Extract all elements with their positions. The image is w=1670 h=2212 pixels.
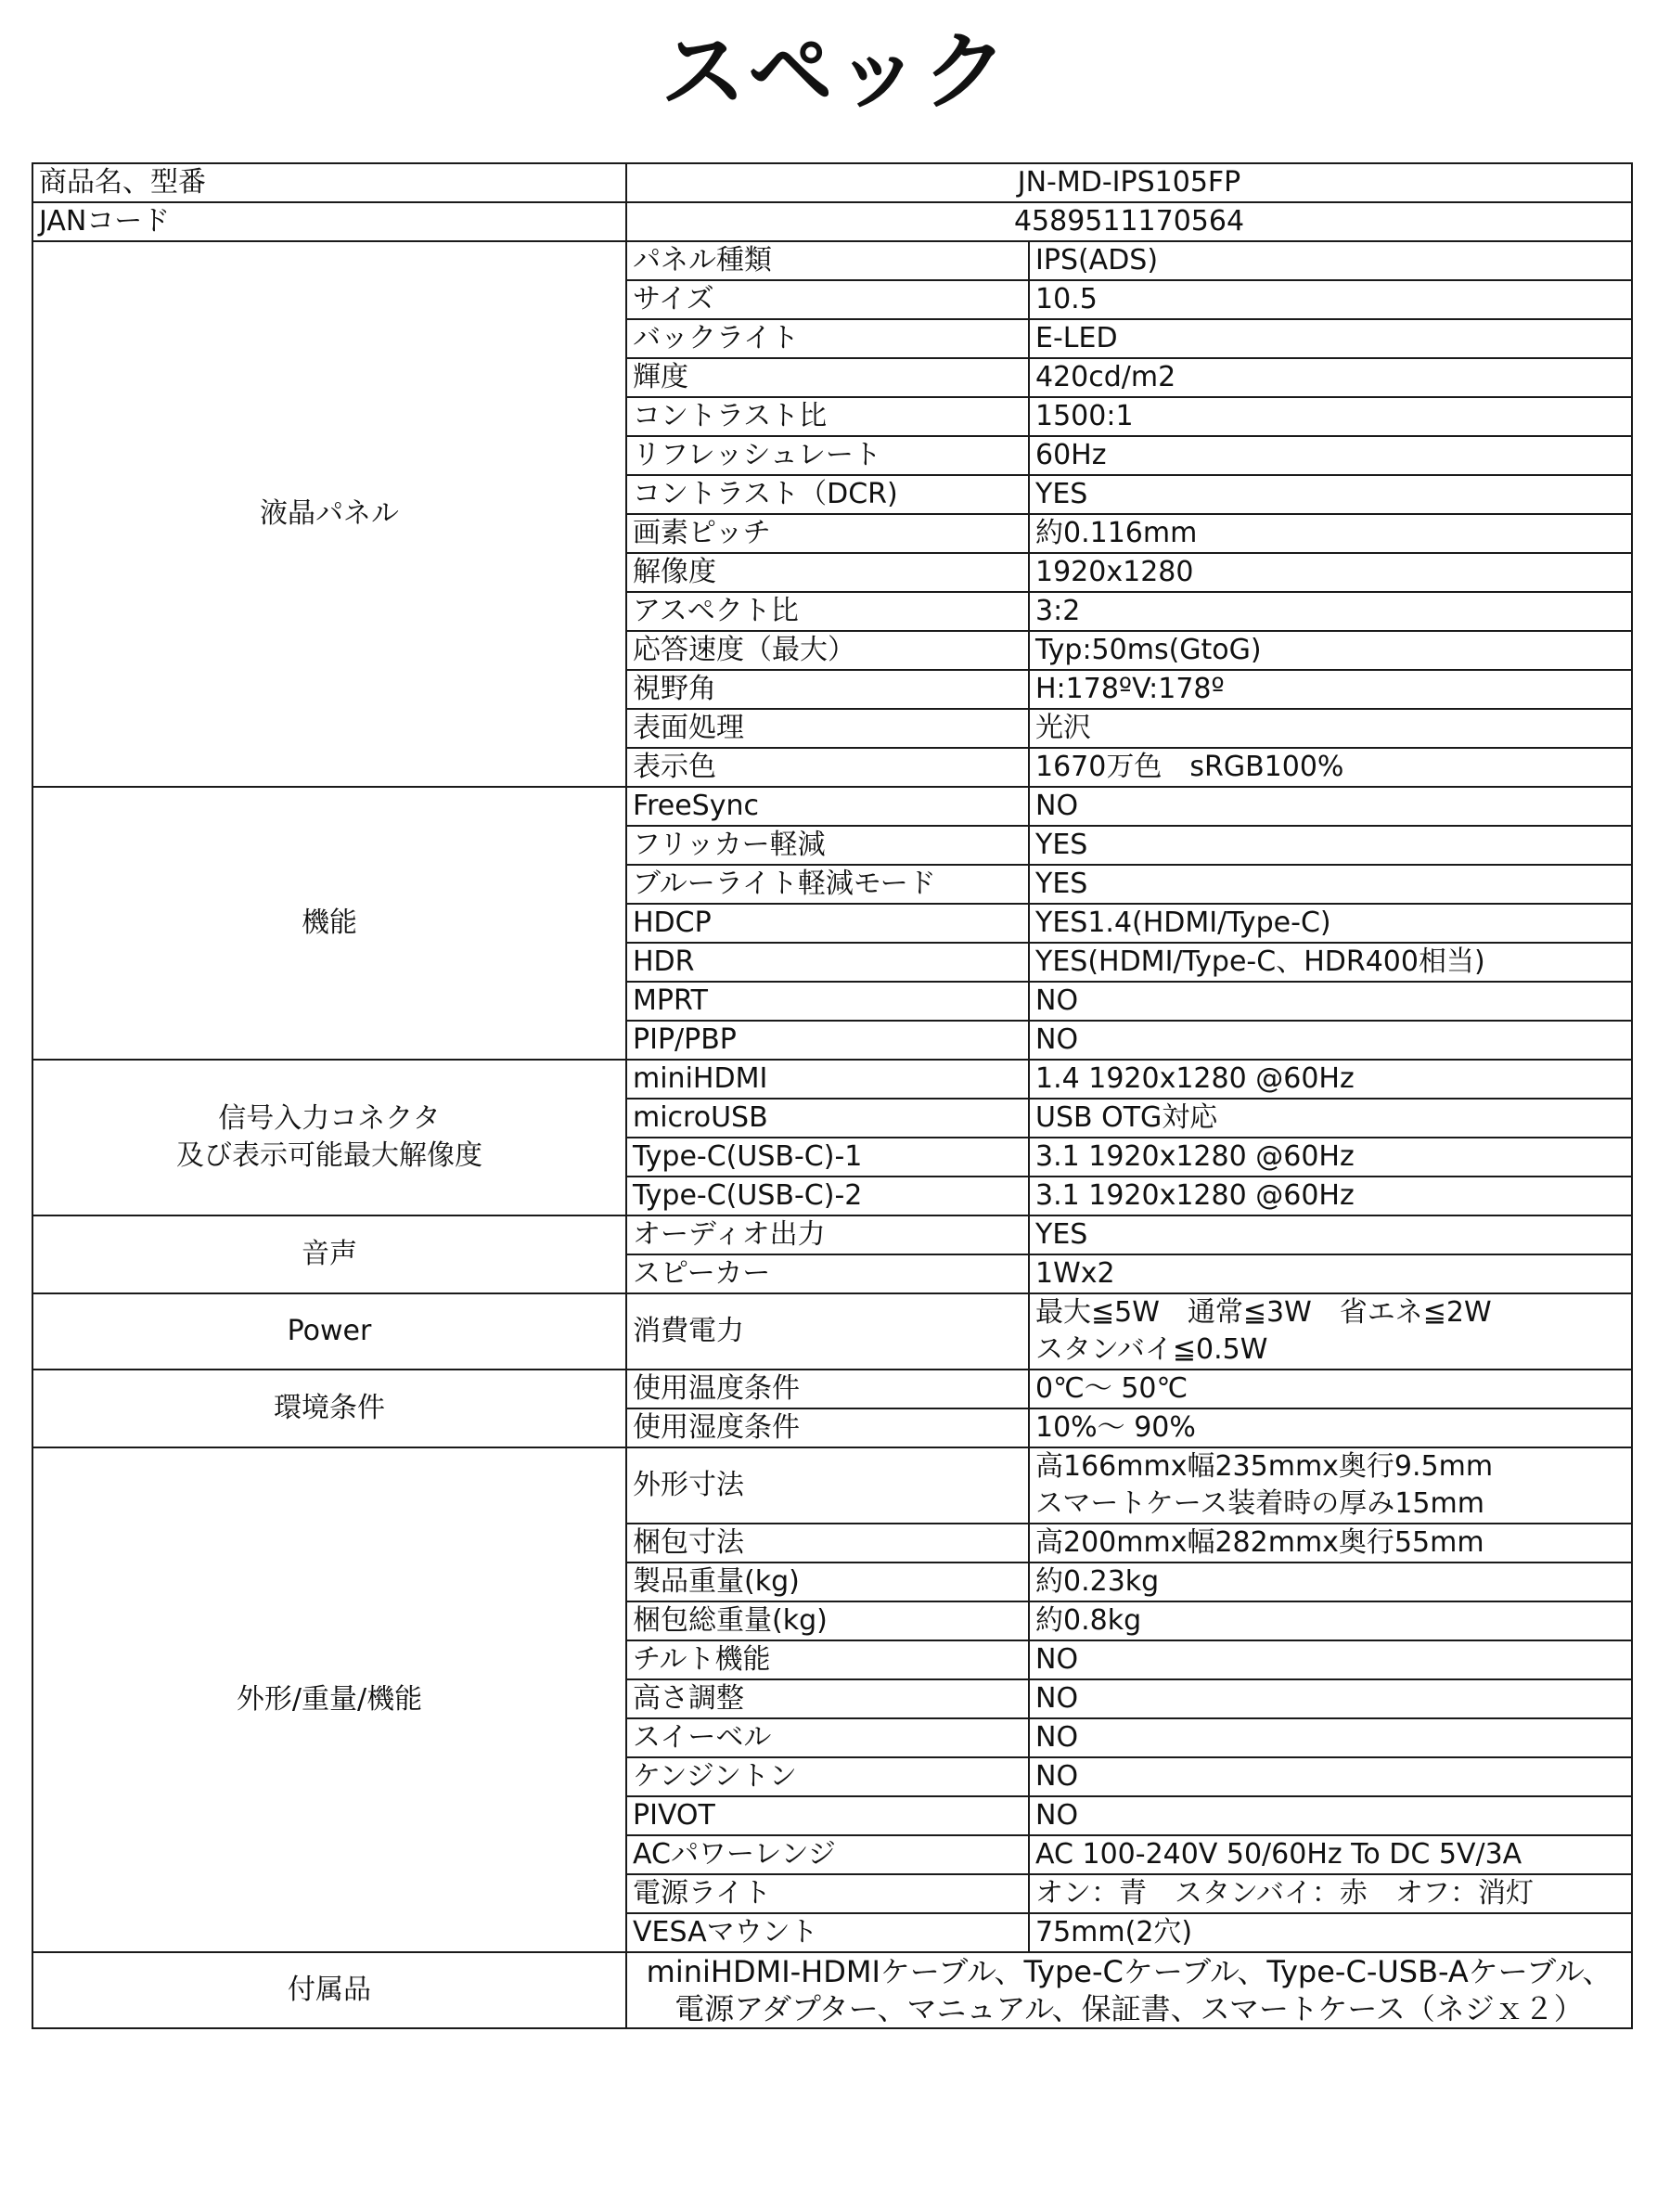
section-panel: 液晶パネル [32, 241, 626, 787]
section-environment: 環境条件 [32, 1370, 626, 1447]
spec-value: H:178ºV:178º [1029, 670, 1632, 709]
spec-value: NO [1029, 1718, 1632, 1757]
section-audio: 音声 [32, 1215, 626, 1293]
spec-label: ケンジントン [626, 1757, 1029, 1796]
spec-value: 約0.23kg [1029, 1563, 1632, 1601]
spec-value: 3:2 [1029, 592, 1632, 631]
accessories-list [626, 1952, 1632, 2028]
spec-value: YES(HDMI/Type-C、HDR400相当) [1029, 943, 1632, 982]
accessories-line: 電源アダプター、マニュアル、保証書、スマートケース（ネジｘ２） [674, 1991, 1584, 2026]
section-power: Power [32, 1293, 626, 1370]
spec-label: MPRT [626, 982, 1029, 1021]
spec-value: 420cd/m2 [1029, 358, 1632, 397]
spec-value: NO [1029, 1757, 1632, 1796]
spec-value: 光沢 [1029, 709, 1632, 748]
table-row [32, 1952, 1632, 2028]
spec-label: PIP/PBP [626, 1021, 1029, 1060]
spec-label: Type-C(USB-C)-2 [626, 1177, 1029, 1215]
spec-value: USB OTG対応 [1029, 1099, 1632, 1138]
spec-label: パネル種類 [626, 241, 1029, 280]
spec-value: 1670万色 sRGB100% [1029, 748, 1632, 787]
table-row [32, 163, 1632, 202]
spec-value [1029, 1447, 1632, 1524]
spec-value: 1.4 1920x1280 @60Hz [1029, 1060, 1632, 1099]
spec-label: スイーベル [626, 1718, 1029, 1757]
header-label: JANコード [32, 202, 626, 241]
spec-label: HDR [626, 943, 1029, 982]
section-accessories: 付属品 [32, 1952, 626, 2028]
jan-code: 4589511170564 [626, 202, 1632, 241]
spec-label: チルト機能 [626, 1640, 1029, 1679]
table-row [32, 1060, 1632, 1099]
spec-value: E-LED [1029, 319, 1632, 358]
model-number: JN-MD-IPS105FP [626, 163, 1632, 202]
table-row [32, 787, 1632, 826]
spec-value: YES [1029, 475, 1632, 514]
spec-value: 10.5 [1029, 280, 1632, 319]
spec-value: 1Wx2 [1029, 1254, 1632, 1293]
header-label: 商品名、型番 [32, 163, 626, 202]
value-line: スマートケース装着時の厚み15mm [1035, 1487, 1484, 1520]
spec-label: 視野角 [626, 670, 1029, 709]
section-connectors [32, 1060, 626, 1215]
spec-label: 梱包寸法 [626, 1524, 1029, 1563]
spec-value [1029, 1293, 1632, 1370]
spec-value: YES [1029, 865, 1632, 904]
spec-label: 表示色 [626, 748, 1029, 787]
spec-value: 1500:1 [1029, 397, 1632, 436]
spec-label: リフレッシュレート [626, 436, 1029, 475]
spec-label: PIVOT [626, 1796, 1029, 1835]
accessories-line: miniHDMI-HDMIケーブル、Type-Cケーブル、Type-C-USB-Aケーブル、 [646, 1954, 1612, 1989]
section-name-line: 信号入力コネクタ [218, 1102, 441, 1135]
table-row [32, 1293, 1632, 1370]
spec-table [32, 162, 1633, 2029]
value-line: スタンバイ≦0.5W [1035, 1333, 1268, 1366]
spec-label: サイズ [626, 280, 1029, 319]
spec-value: 3.1 1920x1280 @60Hz [1029, 1177, 1632, 1215]
table-row [32, 1447, 1632, 1524]
spec-label: 消費電力 [626, 1293, 1029, 1370]
spec-label: 輝度 [626, 358, 1029, 397]
spec-value: 3.1 1920x1280 @60Hz [1029, 1138, 1632, 1177]
spec-value: YES [1029, 826, 1632, 865]
spec-value: YES [1029, 1215, 1632, 1254]
spec-value: 高200mmx幅282mmx奥行55mm [1029, 1524, 1632, 1563]
table-row [32, 241, 1632, 280]
spec-value: 10%～ 90% [1029, 1408, 1632, 1447]
spec-value: NO [1029, 982, 1632, 1021]
table-row [32, 1370, 1632, 1408]
spec-label: Type-C(USB-C)-1 [626, 1138, 1029, 1177]
spec-label: ブルーライト軽減モード [626, 865, 1029, 904]
spec-label: 使用湿度条件 [626, 1408, 1029, 1447]
spec-value: NO [1029, 1796, 1632, 1835]
spec-value: 約0.116mm [1029, 514, 1632, 553]
spec-label: ACパワーレンジ [626, 1835, 1029, 1874]
spec-label: HDCP [626, 904, 1029, 943]
spec-value: YES1.4(HDMI/Type-C) [1029, 904, 1632, 943]
spec-label: 画素ピッチ [626, 514, 1029, 553]
spec-value: 0℃～ 50℃ [1029, 1370, 1632, 1408]
spec-label: 高さ調整 [626, 1679, 1029, 1718]
spec-value: AC 100-240V 50/60Hz To DC 5V/3A [1029, 1835, 1632, 1874]
spec-label: オーディオ出力 [626, 1215, 1029, 1254]
spec-label: 製品重量(kg) [626, 1563, 1029, 1601]
spec-label: miniHDMI [626, 1060, 1029, 1099]
spec-label: 電源ライト [626, 1874, 1029, 1913]
spec-label: バックライト [626, 319, 1029, 358]
spec-value: IPS(ADS) [1029, 241, 1632, 280]
page-title: スペック [660, 22, 1009, 122]
section-name-line: 及び表示可能最大解像度 [176, 1139, 482, 1172]
spec-label: 外形寸法 [626, 1447, 1029, 1524]
table-row [32, 1215, 1632, 1254]
spec-label: コントラスト（DCR) [626, 475, 1029, 514]
value-line: 高166mmx幅235mmx奥行9.5mm [1035, 1450, 1494, 1483]
spec-value: 約0.8kg [1029, 1601, 1632, 1640]
spec-value: 1920x1280 [1029, 553, 1632, 592]
spec-label: アスペクト比 [626, 592, 1029, 631]
table-row [32, 202, 1632, 241]
spec-value: NO [1029, 1021, 1632, 1060]
spec-label: 使用温度条件 [626, 1370, 1029, 1408]
spec-label: フリッカー軽減 [626, 826, 1029, 865]
spec-value: オン：青 スタンバイ：赤 オフ：消灯 [1029, 1874, 1632, 1913]
spec-value: NO [1029, 1679, 1632, 1718]
spec-label: microUSB [626, 1099, 1029, 1138]
spec-value: Typ:50ms(GtoG) [1029, 631, 1632, 670]
spec-label: FreeSync [626, 787, 1029, 826]
spec-value: NO [1029, 1640, 1632, 1679]
spec-value: 60Hz [1029, 436, 1632, 475]
value-line: 最大≦5W 通常≦3W 省エネ≦2W [1035, 1296, 1492, 1329]
spec-label: スピーカー [626, 1254, 1029, 1293]
spec-label: 応答速度（最大） [626, 631, 1029, 670]
spec-value: 75mm(2穴) [1029, 1913, 1632, 1952]
spec-label: 表面処理 [626, 709, 1029, 748]
section-features: 機能 [32, 787, 626, 1060]
section-physical: 外形/重量/機能 [32, 1447, 626, 1952]
spec-label: コントラスト比 [626, 397, 1029, 436]
spec-value: NO [1029, 787, 1632, 826]
spec-label: 解像度 [626, 553, 1029, 592]
spec-label: VESAマウント [626, 1913, 1029, 1952]
spec-label: 梱包総重量(kg) [626, 1601, 1029, 1640]
